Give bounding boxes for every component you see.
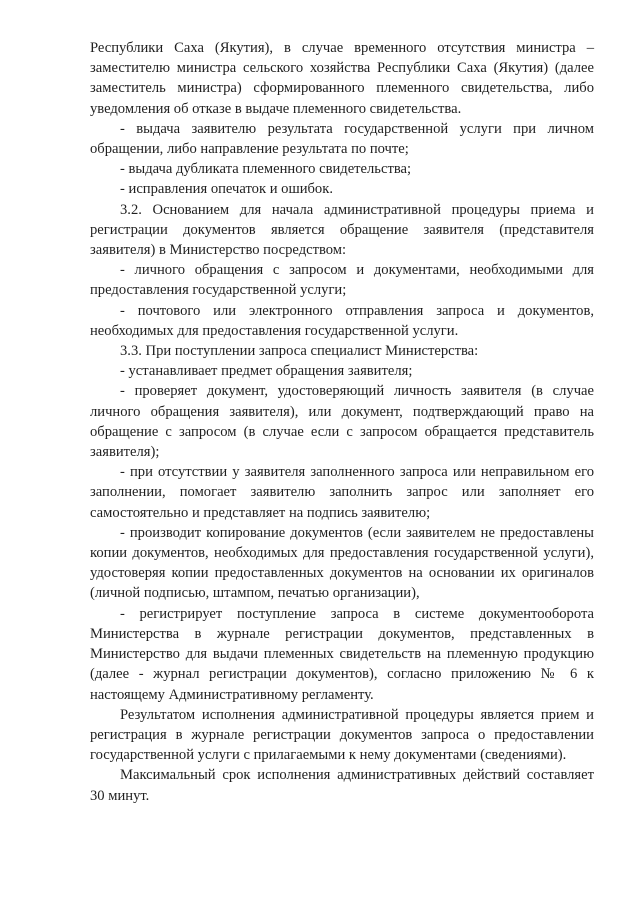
list-item-duplicate: - выдача дубликата племенного свидетельства;	[120, 161, 412, 178]
list-item-establish-subject: - устанавливает предмет обращения заявителя;	[120, 363, 413, 380]
list-item-fill-request: - при отсутствии у заявителя заполненного запроса или неправильном его заполнении, помогает заявителю заполнить запрос или заполняет его самостоятельно и представляет на подпись заявителю;	[90, 464, 594, 521]
paragraph-result-issuance: Республики Саха (Якутия), в случае временного отсутствия министра – заместителю министра сельского хозяйства Республики Саха (Якутия) (далее заместитель министра) сформированного племенного свидетельства, либо уведомления об отказе в выдаче племенного свидетельства.	[90, 40, 594, 117]
document-page	[90, 38, 594, 806]
section-3-3-heading: 3.3. При поступлении запроса специалист Министерства:	[120, 343, 479, 360]
list-item-deliver-result: - выдача заявителю результата государственной услуги при личном обращении, либо направление результата по почте;	[90, 120, 594, 158]
list-item-personal-appeal: - личного обращения с запросом и документами, необходимыми для предоставления государственной услуги;	[90, 262, 594, 299]
list-item-corrections: - исправления опечаток и ошибок.	[120, 181, 333, 198]
list-item-verify-identity: - проверяет документ, удостоверяющий личность заявителя (в случае личного обращения заявителя), или документ, подтверждающий право на обращение с запросом (в случае если с запросом обращается представитель заявителя);	[90, 383, 594, 461]
paragraph-max-duration: Максимальный срок исполнения административных действий составляет 30 минут.	[90, 767, 594, 804]
section-3-2-paragraph: 3.2. Основанием для начала административной процедуры приема и регистрации документов является обращение заявителя (представителя заявителя) в Министерство посредством:	[90, 201, 594, 259]
paragraph-procedure-result: Результатом исполнения административной процедуры является прием и регистрация в журнале регистрации документов запроса о предоставлении государственной услуги с прилагаемыми к нему документами (сведениями).	[90, 706, 594, 764]
list-item-register-request: - регистрирует поступление запроса в системе документооборота Министерства в журнале регистрации документов, представленных в Министерство для выдачи племенных свидетельств на племенную продукцию (далее - журнал регистрации документов), согласно приложению № 6 к настоящему Административному регламенту.	[90, 605, 594, 703]
list-item-copy-documents: - производит копирование документов (если заявителем не предоставлены копии документов, необходимых для предоставления государственной услуги), удостоверяя копии предоставленных документов на основании их оригиналов (личной подписью, штампом, печатью организации),	[90, 524, 594, 602]
list-item-postal-electronic: - почтового или электронного отправления запроса и документов, необходимых для предоставления государственной услуги.	[90, 302, 594, 339]
